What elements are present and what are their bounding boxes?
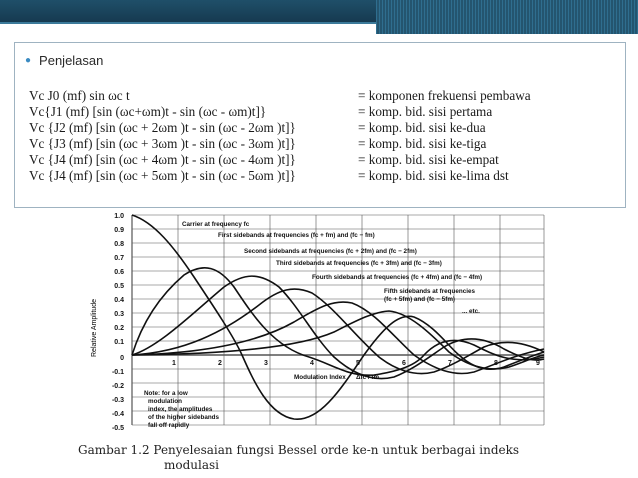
annotation-modulation-index: Modulation Index bbox=[294, 374, 346, 381]
x-tick-label: 3 bbox=[264, 360, 268, 367]
equation-term: Vc J0 (mf) sin ωc t bbox=[29, 88, 130, 103]
x-tick-label: 8 bbox=[494, 360, 498, 367]
equation-meaning: = komponen frekuensi pembawa bbox=[358, 88, 531, 103]
equation-term: Vc {J2 (mf) [sin (ωc + 2ωm )t - sin (ωc - 2ωm )t]} bbox=[29, 120, 296, 135]
annotation-note: modulation bbox=[148, 398, 182, 405]
annotation-note: of the higher sidebands bbox=[148, 414, 220, 421]
curve-j0 bbox=[132, 215, 544, 419]
slide-header-stripes bbox=[376, 0, 638, 40]
x-tick-label: 2 bbox=[218, 360, 222, 367]
y-tick-label: -0.4 bbox=[111, 411, 124, 418]
grid bbox=[132, 215, 544, 425]
equation-meaning: = komp. bid. sisi ke-lima dst bbox=[358, 168, 509, 183]
annotation-etc: ... etc. bbox=[462, 308, 480, 315]
equation-meaning: = komp. bid. sisi pertama bbox=[358, 104, 493, 119]
y-axis-ticks bbox=[112, 213, 124, 432]
figure-annotations bbox=[144, 221, 482, 429]
x-tick-label: 1 bbox=[172, 360, 176, 367]
equation-term: Vc {J3 (mf) [sin (ωc + 3ωm )t - sin (ωc - 3ωm )t]} bbox=[29, 136, 296, 151]
y-tick-label: -0.2 bbox=[111, 383, 124, 390]
x-tick-label: 5 bbox=[356, 360, 360, 367]
bullet-item bbox=[25, 53, 103, 68]
y-tick-label: 0.7 bbox=[114, 255, 124, 262]
y-tick-label: 0.6 bbox=[114, 269, 124, 276]
figure-caption-line: modulasi bbox=[164, 458, 220, 472]
y-tick-label: -0.1 bbox=[111, 369, 124, 376]
y-axis-label: Relative Amplitude bbox=[91, 299, 98, 357]
x-tick-label: 7 bbox=[448, 360, 452, 367]
explanation-textbox[interactable] bbox=[14, 42, 626, 208]
annotation-fourth-sidebands: Fourth sidebands at frequencies (fc + 4fm) and (fc − 4fm) bbox=[312, 274, 483, 281]
bullet-label: Penjelasan bbox=[39, 53, 104, 68]
y-tick-label: 0 bbox=[120, 355, 124, 362]
equation-meaning: = komp. bid. sisi ke-empat bbox=[358, 152, 499, 167]
equation-term: Vc {J4 (mf) [sin (ωc + 4ωm )t - sin (ωc - 4ωm )t]} bbox=[29, 152, 296, 167]
equation-term: Vc{J1 (mf) [sin (ωc+ωm)t - sin (ωc - ωm)t]} bbox=[29, 104, 267, 119]
x-tick-label: 4 bbox=[310, 360, 314, 367]
y-tick-label: 0.3 bbox=[114, 311, 124, 318]
annotation-fifth-sidebands: Fifth sidebands at frequencies bbox=[384, 288, 475, 295]
slide-header-rule bbox=[0, 22, 376, 24]
figure-caption-line: Gambar 1.2 Penyelesaian fungsi Bessel orde ke-n untuk berbagai indeks bbox=[78, 443, 520, 457]
annotation-second-sidebands: Second sidebands at frequencies (fc + 2fm) and (fc − 2fm) bbox=[244, 248, 417, 255]
y-tick-label: 0.5 bbox=[114, 283, 124, 290]
y-tick-label: 1.0 bbox=[114, 213, 124, 220]
annotation-carrier: Carrier at frequency fc bbox=[182, 221, 250, 228]
annotation-first-sidebands: First sidebands at frequencies (fc + fm) and (fc − fm) bbox=[218, 232, 375, 239]
annotation-modulation-index-expr: Δfc / fm bbox=[356, 374, 380, 381]
equation-term: Vc {J4 (mf) [sin (ωc + 5ωm )t - sin (ωc - 5ωm )t]} bbox=[29, 168, 296, 183]
equation-meaning: = komp. bid. sisi ke-tiga bbox=[358, 136, 487, 151]
bessel-curves bbox=[132, 215, 544, 419]
y-tick-label: -0.3 bbox=[111, 397, 124, 404]
y-tick-label: 0.4 bbox=[114, 297, 124, 304]
x-tick-label: 9 bbox=[536, 360, 540, 367]
annotation-third-sidebands: Third sidebands at frequencies (fc + 3fm) and (fc − 3fm) bbox=[276, 260, 442, 267]
y-tick-label: -0.5 bbox=[111, 425, 124, 432]
bessel-function-figure[interactable] bbox=[84, 207, 554, 437]
annotation-note: fall off rapidly bbox=[148, 422, 190, 429]
y-tick-label: 0.2 bbox=[114, 325, 124, 332]
curve-j2 bbox=[132, 276, 544, 378]
y-tick-label: 0.1 bbox=[114, 339, 124, 346]
y-tick-label: 0.9 bbox=[114, 227, 124, 234]
y-tick-label: 0.8 bbox=[114, 241, 124, 248]
equation-meaning: = komp. bid. sisi ke-dua bbox=[358, 120, 486, 135]
x-tick-label: 6 bbox=[402, 360, 406, 367]
annotation-fifth-sidebands-freq: (fc + 5fm) and (fc − 5fm) bbox=[384, 296, 456, 303]
annotation-note: Note: for a low bbox=[144, 390, 188, 397]
annotation-note: index, the amplitudes bbox=[148, 406, 213, 413]
bullet-dot-icon: ● bbox=[25, 55, 32, 66]
figure-caption bbox=[78, 443, 519, 473]
curve-j1 bbox=[132, 268, 544, 375]
